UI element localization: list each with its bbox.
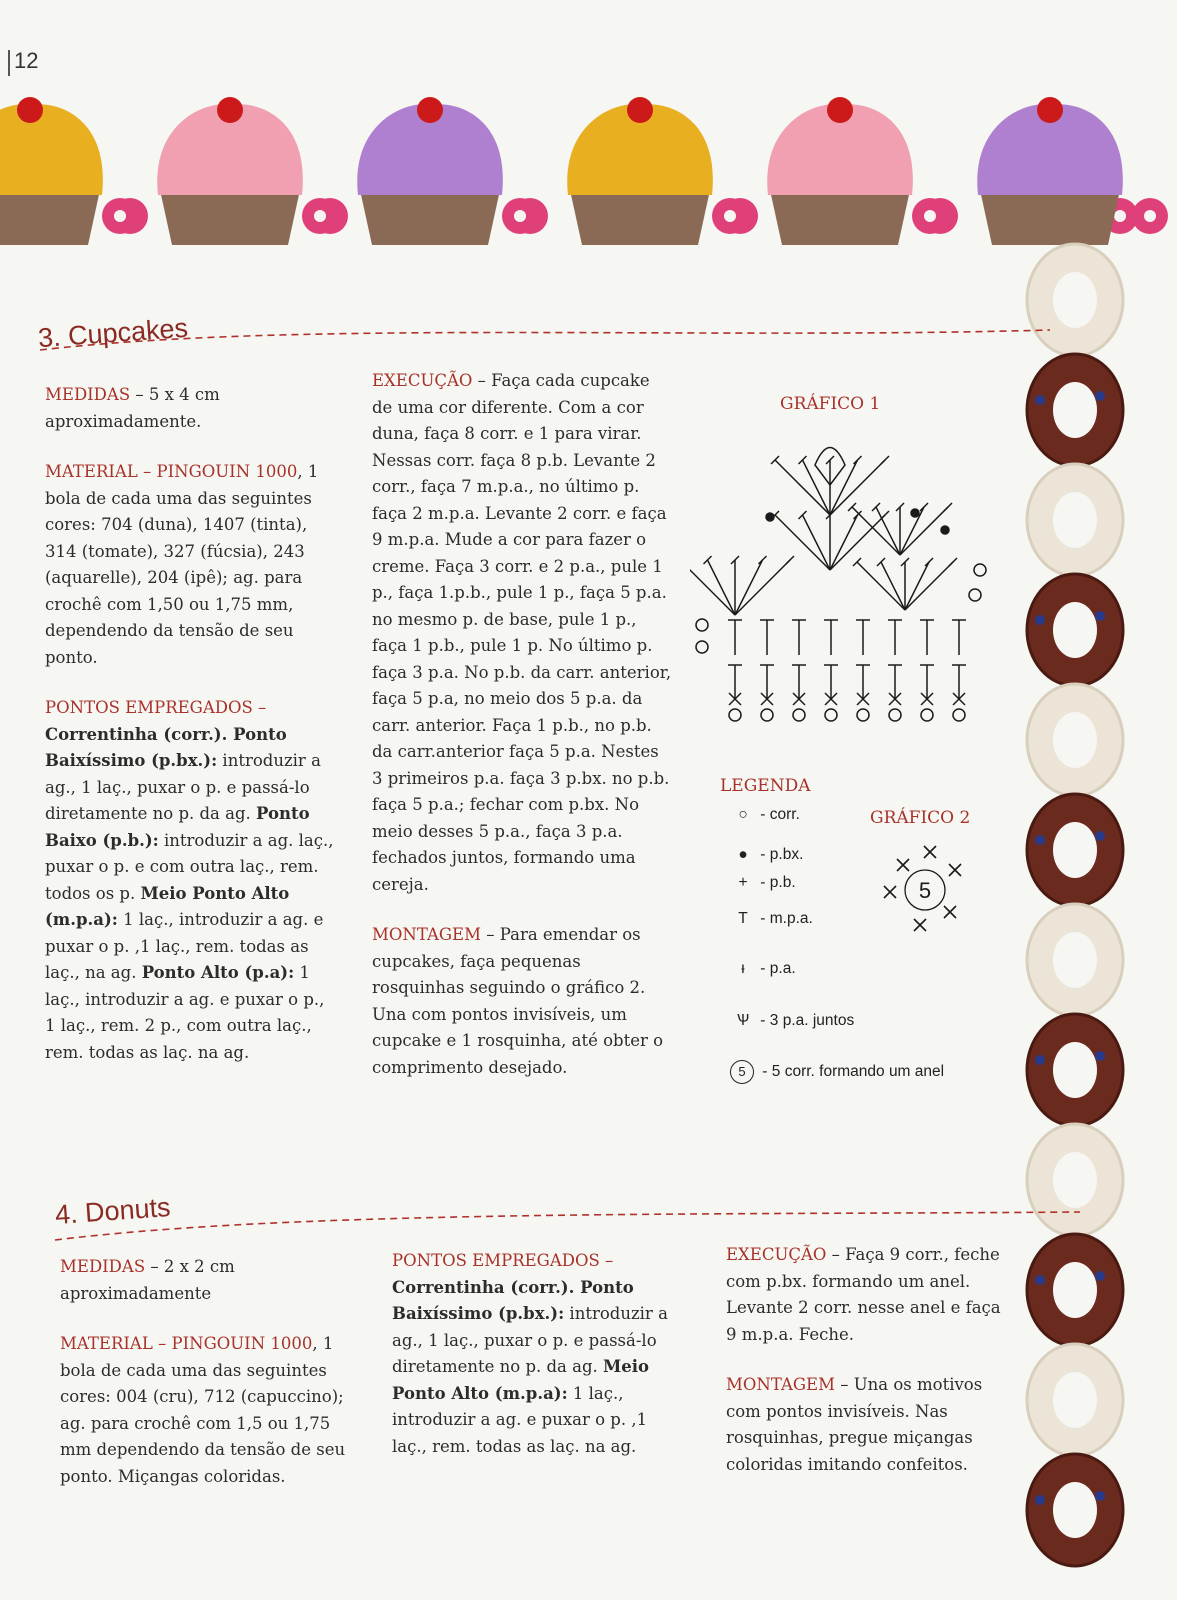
cherry	[1037, 97, 1063, 123]
material-text: , 1 bola de cada uma das seguintes cores: 004 (cru), 712 (capuccino); ag. para crochê com 1,5 ou 1,75 mm dependendo da tensão de seu ponto. Miçangas coloridas.	[60, 1334, 346, 1486]
stitch-name: Meio Ponto Alto (m.p.a):	[392, 1357, 650, 1403]
medidas-text: – 5 x 4 cm aproximadamente.	[45, 385, 220, 431]
execucao-label: EXECUÇÃO	[372, 371, 473, 390]
legend-text: - p.bx.	[756, 846, 804, 863]
medidas-label: MEDIDAS	[45, 385, 131, 404]
page-number: 12	[14, 48, 39, 73]
crochet-chart-1	[690, 425, 1000, 735]
cupcake-cream	[0, 104, 103, 195]
stitch-name: Correntinha (corr.). Ponto Baixíssimo (p.bx.):	[392, 1277, 634, 1323]
stitch-name: Ponto Baixo (p.b.):	[45, 804, 310, 850]
material-text: , 1 bola de cada uma das seguintes cores: 704 (duna), 1407 (tinta), 314 (tomate), 327 (fúcsia), 243 (aquarelle), 204 (ipê); ag. para crochê com 1,50 ou 1,75 mm, dependendo da tensão de seu ponto.	[45, 462, 319, 667]
section-title-cupcakes: 3. Cupcakes	[37, 312, 189, 354]
cupcakes-column-2	[372, 368, 672, 1105]
medidas-label: MEDIDAS	[60, 1257, 146, 1276]
legend-symbol-icon: Ѱ	[736, 1012, 750, 1029]
legend-item	[730, 910, 813, 928]
cherry	[627, 97, 653, 123]
legend-symbol-icon: +	[738, 874, 748, 891]
legend-text: - 5 corr. formando um anel	[758, 1063, 945, 1080]
section-title-donuts: 4. Donuts	[54, 1192, 172, 1230]
cherry	[217, 97, 243, 123]
cupcake-base	[360, 190, 500, 245]
medidas-text: – 2 x 2 cm aproximadamente	[60, 1257, 235, 1303]
cherry	[827, 97, 853, 123]
stitch-name: Meio Ponto Alto (m.p.a):	[45, 883, 290, 929]
execucao-text: – Faça 9 corr., feche com p.bx. formando um anel. Levante 2 corr. nesse anel e faça 9 m.p.a. Feche.	[726, 1245, 1001, 1344]
montagem-label: MONTAGEM	[726, 1375, 835, 1394]
stitch-desc: introduzir a ag. laç., puxar o p. e com outra laç., rem. todos os p.	[45, 830, 334, 903]
cupcake-base	[570, 190, 710, 245]
donuts-column-2	[392, 1248, 672, 1484]
cupcake-base	[980, 190, 1120, 245]
stitch-desc: 1 laç., introduzir a ag. e puxar o p. ,1 laç., rem. todas as laç. na ag.	[392, 1383, 648, 1456]
donuts-column-3	[726, 1242, 1004, 1502]
stitch-desc: 1 laç., introduzir a ag. e puxar o p., 1 laç., rem. 2 p., com outra laç., rem. todas as laç. na ag.	[45, 963, 325, 1062]
material-label: MATERIAL – PINGOUIN 1000	[60, 1334, 313, 1353]
section-divider-donuts	[55, 1212, 1080, 1240]
ring-count-label: 5	[918, 878, 932, 903]
montagem-text: – Una os motivos com pontos invisíveis. Nas rosquinhas, pregue miçangas coloridas imitando confeitos.	[726, 1375, 983, 1474]
legend-item	[730, 846, 803, 864]
legend-symbol-icon: ᵻ	[741, 960, 745, 977]
stitch-name: Correntinha (corr.). Ponto Baixíssimo (p.bx.):	[45, 724, 287, 770]
material-label: MATERIAL – PINGOUIN 1000	[45, 462, 298, 481]
cherry	[17, 97, 43, 123]
montagem-text: – Para emendar os cupcakes, faça pequenas rosquinhas seguindo o gráfico 2. Una com pontos invisíveis, um cupcake e 1 rosquinha, até obter o comprimento desejado.	[372, 925, 664, 1077]
legend-item	[730, 1060, 944, 1084]
execucao-label: EXECUÇÃO	[726, 1245, 827, 1264]
legend-symbol-icon: 5	[730, 1060, 754, 1084]
section-divider-cupcakes	[40, 330, 1050, 350]
pontos-label: PONTOS EMPREGADOS –	[45, 698, 267, 717]
stitch-name: Ponto Alto (p.a):	[141, 963, 295, 982]
cupcakes-column-1	[45, 382, 335, 1090]
legend-item	[730, 874, 796, 892]
stitch-desc: introduzir a ag., 1 laç., puxar o p. e passá-lo diretamente no p. da ag.	[45, 751, 321, 823]
donuts-column-1	[60, 1254, 352, 1514]
stitch-desc: 1 laç., introduzir a ag. e puxar o p. ,1 laç., rem. todas as laç., na ag.	[45, 910, 324, 982]
montagem-label: MONTAGEM	[372, 925, 481, 944]
cupcake-base	[770, 190, 910, 245]
pontos-label: PONTOS EMPREGADOS –	[392, 1251, 614, 1270]
cherry	[417, 97, 443, 123]
legend-text: - 3 p.a. juntos	[756, 1012, 855, 1029]
execucao-text: – Faça cada cupcake de uma cor diferente. Com a cor duna, faça 8 corr. e 1 para virar. Nessas corr. faça 8 p.b. Levante 2 corr., faça 7 m.p.a., no último p. faça 2 m.p.a. Levante 2 corr. e faça 9 m.p.a. Mude a cor para fazer o creme. Faça 3 corr. e 2 p.a., pule 1 p., faça 1.p.b., pule 1 p., faça 5 p.a. no mesmo p. de base, pule 1 p., faça 1 p.b., pule 1 p. No último p. faça 3 p.a. No p.b. da carr. anterior, faça 5 p.a, no meio dos 5 p.a. da carr. anterior. Faça 1 p.b., no p.b. da carr.anterior faça 5 p.a. Nestes 3 primeiros p.a. faça 3 p.bx. no p.b. faça 5 p.a.; fechar com p.bx. No meio desses 5 p.a., faça 3 p.a. fechados juntos, formando uma cereja.	[372, 371, 672, 894]
crochet-chart-2	[875, 840, 975, 940]
legend-text: - m.p.a.	[756, 910, 813, 927]
legend-symbol-icon: ○	[738, 806, 748, 823]
legend-item	[730, 960, 796, 978]
legend-text: - p.b.	[756, 874, 796, 891]
cupcake-base	[160, 190, 300, 245]
cupcake-base	[0, 190, 100, 245]
legenda-title: LEGENDA	[720, 776, 811, 796]
grafico-1-title: GRÁFICO 1	[780, 394, 881, 414]
grafico-2-title: GRÁFICO 2	[870, 808, 971, 828]
stitch-desc: introduzir a ag., 1 laç., puxar o p. e passá-lo diretamente no p. da ag.	[392, 1304, 668, 1376]
legend-text: - corr.	[756, 806, 800, 823]
legend-symbol-icon: ●	[738, 846, 748, 863]
legend-text: - p.a.	[756, 960, 796, 977]
legend-item	[730, 1012, 854, 1030]
legend-item	[730, 806, 800, 824]
legend-symbol-icon: T	[738, 910, 748, 927]
